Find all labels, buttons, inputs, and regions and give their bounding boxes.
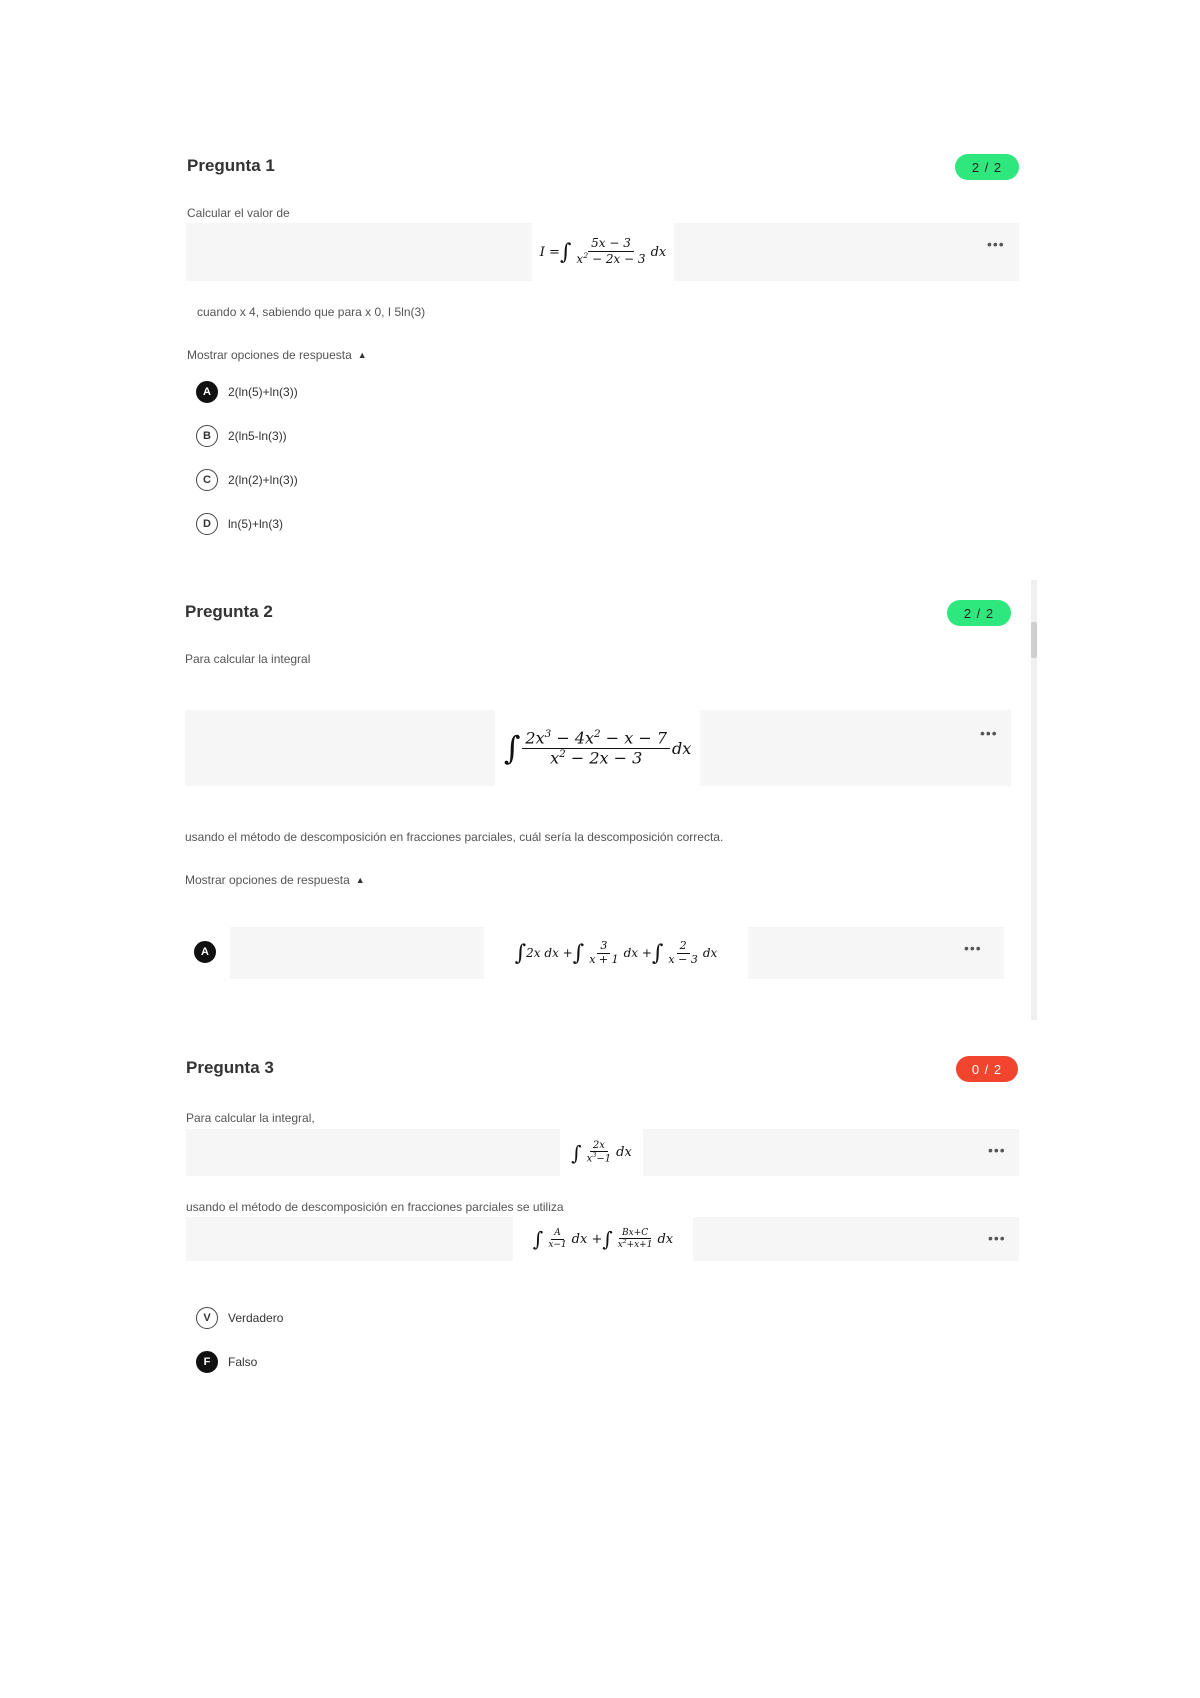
q1-option-d-label: ln(5)+ln(3)	[228, 517, 284, 531]
q1-option-b-marker: B	[196, 425, 218, 447]
q1-option-a-label: 2(ln(5)+ln(3))	[228, 385, 298, 399]
q1-option-c-marker: C	[196, 469, 218, 491]
q2-option-a-more-icon[interactable]: •••	[964, 940, 982, 956]
q2-option-a[interactable]	[194, 941, 216, 963]
q1-option-b[interactable]	[196, 425, 287, 447]
q2-toggle-label: Mostrar opciones de respuesta	[185, 873, 350, 887]
q3-title: Pregunta 3	[186, 1058, 274, 1077]
q2-prompt: Para calcular la integral	[185, 652, 311, 666]
q1-option-d[interactable]	[196, 513, 283, 535]
q2-score-badge: 2 / 2	[947, 600, 1011, 626]
q3-decomposition-more-icon[interactable]: •••	[988, 1230, 1006, 1246]
scrollbar-thumb[interactable]	[1031, 622, 1037, 658]
q2-more-icon[interactable]: •••	[980, 725, 998, 741]
q3-prompt: Para calcular la integral,	[186, 1111, 315, 1125]
q1-option-c[interactable]	[196, 469, 298, 491]
q1-option-b-label: 2(ln5-ln(3))	[228, 429, 287, 443]
q3-option-f-label: Falso	[228, 1355, 258, 1369]
q3-formula: ∫ $\frac{2x}{x^3-1}$ dx	[560, 1129, 643, 1176]
q3-option-v-marker: V	[196, 1307, 218, 1329]
q1-option-a[interactable]	[196, 381, 298, 403]
q3-after-text: usando el método de descomposición en fracciones parciales se utiliza	[186, 1200, 564, 1214]
q2-option-a-marker: A	[194, 941, 216, 963]
q1-option-a-marker: A	[196, 381, 218, 403]
chevron-up-icon: ▲	[355, 875, 365, 885]
q1-option-d-marker: D	[196, 513, 218, 535]
q1-score-badge: 2 / 2	[955, 154, 1019, 180]
q2-title: Pregunta 2	[185, 602, 273, 621]
q1-option-c-label: 2(ln(2)+ln(3))	[228, 473, 298, 487]
q2-formula: ∫ $\frac{2x^3 - 4x^2 - x - 7}{x^2 - 2x - 3}$ dx	[495, 710, 700, 786]
q2-option-a-formula: ∫ 2x dx + ∫ $\frac{3}{x + 1}$ dx + ∫ $\frac{2}{x - 3}$ dx	[484, 927, 748, 979]
q1-toggle-label: Mostrar opciones de respuesta	[187, 348, 352, 362]
q1-after-text: cuando x 4, sabiendo que para x 0, I 5ln(3)	[197, 305, 426, 319]
chevron-up-icon: ▲	[357, 350, 367, 360]
q2-show-options-toggle[interactable]	[185, 873, 365, 887]
q3-option-verdadero[interactable]	[196, 1307, 283, 1329]
q2-after-text: usando el método de descomposición en fracciones parciales, cuál sería la descomposición correcta.	[185, 830, 724, 844]
q1-formula: I = ∫ $\frac{5x - 3}{x^2 - 2x - 3}$ dx	[532, 223, 674, 281]
q3-option-f-marker: F	[196, 1351, 218, 1373]
q1-show-options-toggle[interactable]	[187, 348, 367, 362]
q3-score-badge: 0 / 2	[956, 1056, 1018, 1082]
q1-more-icon[interactable]: •••	[987, 236, 1005, 252]
q3-decomposition-formula: ∫ $\frac{A}{x-1}$ dx + ∫ $\frac{Bx+C}{x^2+x+1}$ dx	[513, 1217, 693, 1261]
q1-title: Pregunta 1	[187, 156, 275, 175]
q1-prompt: Calcular el valor de	[187, 206, 290, 220]
q3-option-falso[interactable]	[196, 1351, 257, 1373]
q3-option-v-label: Verdadero	[228, 1311, 284, 1325]
q3-more-icon[interactable]: •••	[988, 1142, 1006, 1158]
